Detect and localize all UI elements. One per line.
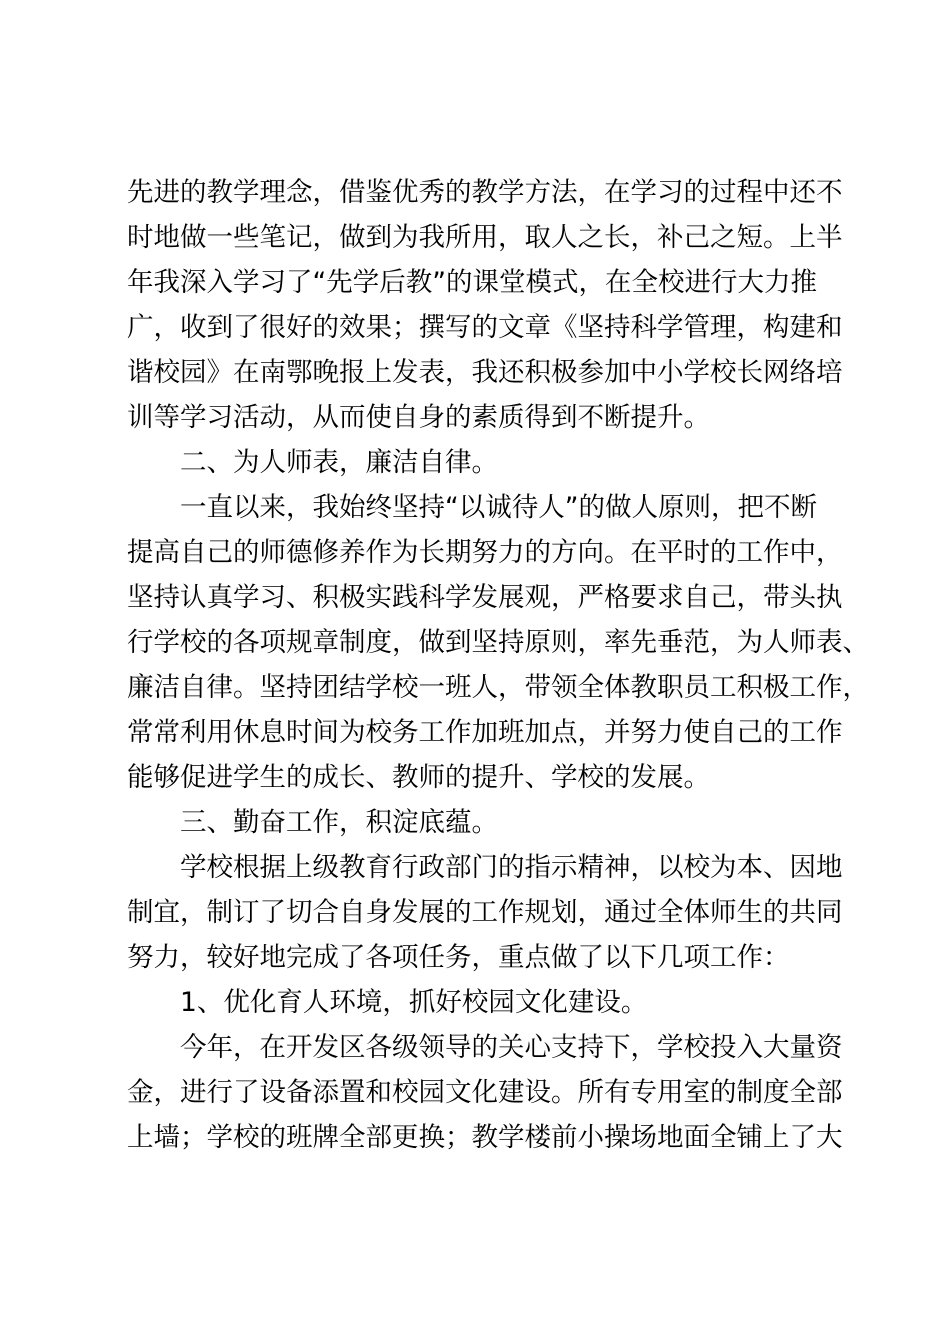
section-heading-3: 三、勤奋工作，积淀底蕴。 bbox=[180, 807, 498, 838]
text-line: 上墙；学校的班牌全部更换；教学楼前小操场地面全铺上了大 bbox=[127, 1122, 843, 1153]
text-line: 廉洁自律。坚持团结学校一班人，带领全体教职员工积极工作， bbox=[127, 672, 869, 703]
text-line: 金，进行了设备添置和校园文化建设。所有专用室的制度全部 bbox=[127, 1077, 843, 1108]
text-line: 广，收到了很好的效果；撰写的文章《坚持科学管理，构建和 bbox=[127, 312, 843, 343]
text-line: 能够促进学生的成长、教师的提升、学校的发展。 bbox=[127, 762, 710, 793]
text-line: 坚持认真学习、积极实践科学发展观，严格要求自己，带头执 bbox=[127, 582, 843, 613]
text-line: 努力，较好地完成了各项任务，重点做了以下几项工作： bbox=[127, 942, 790, 973]
text-line: 训等学习活动，从而使自身的素质得到不断提升。 bbox=[127, 402, 710, 433]
text-line: 谐校园》在南鄂晚报上发表，我还积极参加中小学校长网络培 bbox=[127, 357, 843, 388]
text-line: 先进的教学理念，借鉴优秀的教学方法，在学习的过程中还不 bbox=[127, 177, 843, 208]
text-line: 今年，在开发区各级领导的关心支持下，学校投入大量资 bbox=[180, 1032, 843, 1063]
text-line: 行学校的各项规章制度，做到坚持原则，率先垂范，为人师表、 bbox=[127, 627, 869, 658]
document-body bbox=[127, 170, 869, 1160]
text-line: 年我深入学习了“先学后教”的课堂模式，在全校进行大力推 bbox=[127, 267, 817, 298]
text-line: 常常利用休息时间为校务工作加班加点，并努力使自己的工作 bbox=[127, 717, 843, 748]
text-line: 一直以来，我始终坚持“以诚待人”的做人原则，把不断 bbox=[180, 492, 817, 523]
text-line: 制宜，制订了切合自身发展的工作规划，通过全体师生的共同 bbox=[127, 897, 843, 928]
text-line: 学校根据上级教育行政部门的指示精神，以校为本、因地 bbox=[180, 852, 843, 883]
subsection-heading-1: 1、优化育人环境，抓好校园文化建设。 bbox=[180, 987, 648, 1018]
text-line: 提高自己的师德修养作为长期努力的方向。在平时的工作中， bbox=[127, 537, 843, 568]
section-heading-2: 二、为人师表，廉洁自律。 bbox=[180, 447, 498, 478]
text-line: 时地做一些笔记，做到为我所用，取人之长，补己之短。上半 bbox=[127, 222, 843, 253]
